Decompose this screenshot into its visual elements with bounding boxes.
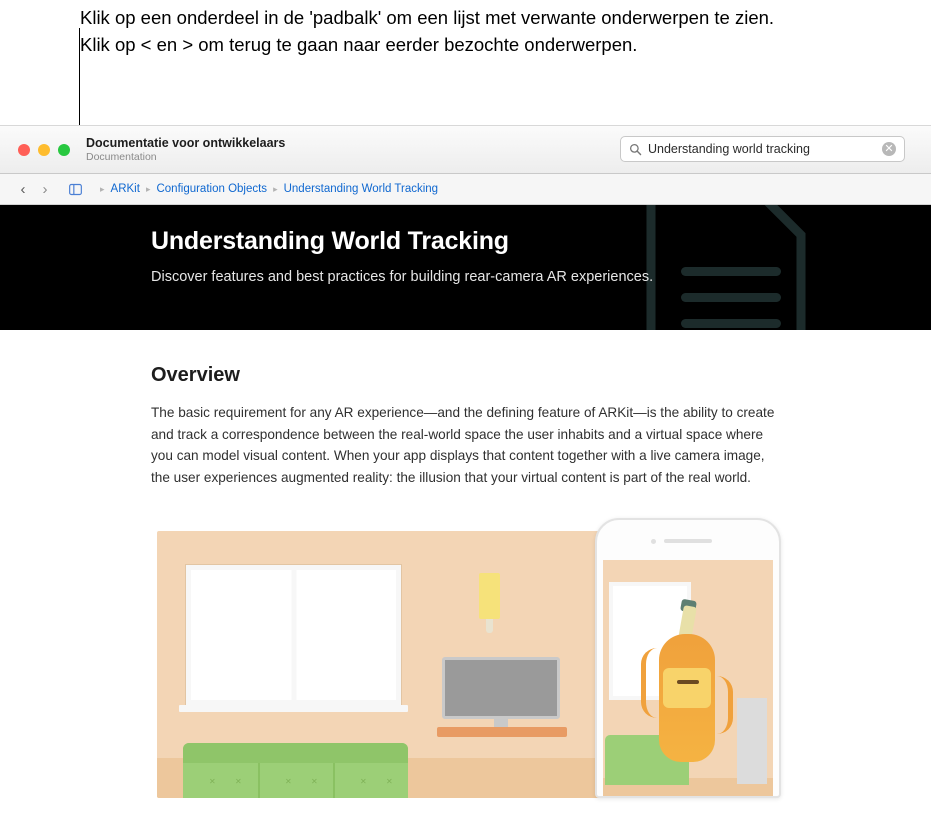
hero-banner xyxy=(0,205,931,330)
sofa-cushion-split-1 xyxy=(258,763,260,798)
breadcrumb xyxy=(94,183,438,195)
breadcrumb-item-understanding-world-tracking[interactable]: Understanding World Tracking xyxy=(283,183,439,195)
hero-title: Understanding World Tracking xyxy=(151,227,509,255)
traffic-light-group xyxy=(0,144,70,156)
bottle-left-arm xyxy=(641,648,670,718)
sofa-tuft-5: ✕ xyxy=(360,777,367,786)
window-title-block xyxy=(86,136,285,163)
zoom-button[interactable] xyxy=(58,144,70,156)
section-heading-overview: Overview xyxy=(151,364,240,386)
sofa-tuft-2: ✕ xyxy=(235,777,242,786)
phone-camera xyxy=(651,539,656,544)
overview-paragraph: The basic requirement for any AR experience—and the defining feature of ARKit—is the ability to create and track a correspondence between the real-world space the user inhabits and a virtual space where you can model visual content. When your app displays that content together with a live camera image, the user experiences augmented reality: the illusion that your virtual content is part of the real world. xyxy=(151,405,775,485)
phone-mockup xyxy=(595,518,781,798)
close-button[interactable] xyxy=(18,144,30,156)
bottle-label xyxy=(663,668,711,708)
bottle-eye xyxy=(677,680,699,684)
bottle-right-arm xyxy=(706,676,733,734)
sofa-tuft-6: ✕ xyxy=(386,777,393,786)
television xyxy=(442,657,560,719)
sofa-cushion-split-2 xyxy=(333,763,335,798)
window-titlebar xyxy=(0,126,931,174)
callout-text: Klik op een onderdeel in de 'padbalk' om een lijst met verwante onderwerpen te zien. Klik op < en > om terug te gaan naar eerder bezochte onderwerpen. xyxy=(80,7,775,55)
window-subtitle: Documentation xyxy=(86,151,157,164)
room-scene xyxy=(157,531,627,798)
window-title: Documentatie voor ontwikkelaars xyxy=(86,135,286,150)
breadcrumb-item-configuration-objects[interactable]: Configuration Objects xyxy=(156,183,268,195)
breadcrumb-separator-1: ▸ xyxy=(145,183,151,194)
search-input-value[interactable]: Understanding world tracking xyxy=(648,142,810,156)
phone-scene-cabinet xyxy=(737,698,767,784)
callout-annotation xyxy=(80,4,800,58)
tv-stand xyxy=(437,727,567,737)
sofa-tuft-1: ✕ xyxy=(209,777,216,786)
wall-lamp xyxy=(479,573,500,619)
ar-bottle-character xyxy=(651,606,721,786)
breadcrumb-item-arkit[interactable]: ARKit xyxy=(110,183,140,195)
clear-icon[interactable]: ✕ xyxy=(882,142,896,156)
phone-speaker xyxy=(664,539,712,543)
sofa-back xyxy=(183,743,408,763)
sidebar-icon[interactable] xyxy=(66,180,84,198)
window-sill xyxy=(179,705,408,712)
phone-screen xyxy=(603,560,773,796)
room-window xyxy=(186,565,401,705)
sidebar-glyph xyxy=(68,182,83,197)
back-button[interactable]: ‹ xyxy=(20,180,26,198)
hero-text-block xyxy=(0,205,931,288)
sofa-tuft-4: ✕ xyxy=(311,777,318,786)
hero-subtitle: Discover features and best practices for building rear-camera AR experiences. xyxy=(151,269,654,285)
breadcrumb-separator-0: ▸ xyxy=(100,183,105,194)
wall-lamp-stem xyxy=(486,619,493,633)
search-field[interactable] xyxy=(620,136,905,162)
documentation-window xyxy=(0,125,931,826)
pathbar xyxy=(0,174,931,205)
ar-room-illustration xyxy=(157,518,781,798)
window-mullion xyxy=(291,570,296,700)
sofa-tuft-3: ✕ xyxy=(285,777,292,786)
minimize-button[interactable] xyxy=(38,144,50,156)
article-content xyxy=(0,330,931,798)
breadcrumb-separator-2: ▸ xyxy=(273,183,278,194)
search-icon xyxy=(629,143,642,156)
forward-button[interactable]: › xyxy=(42,180,48,198)
tv-neck xyxy=(494,719,508,727)
